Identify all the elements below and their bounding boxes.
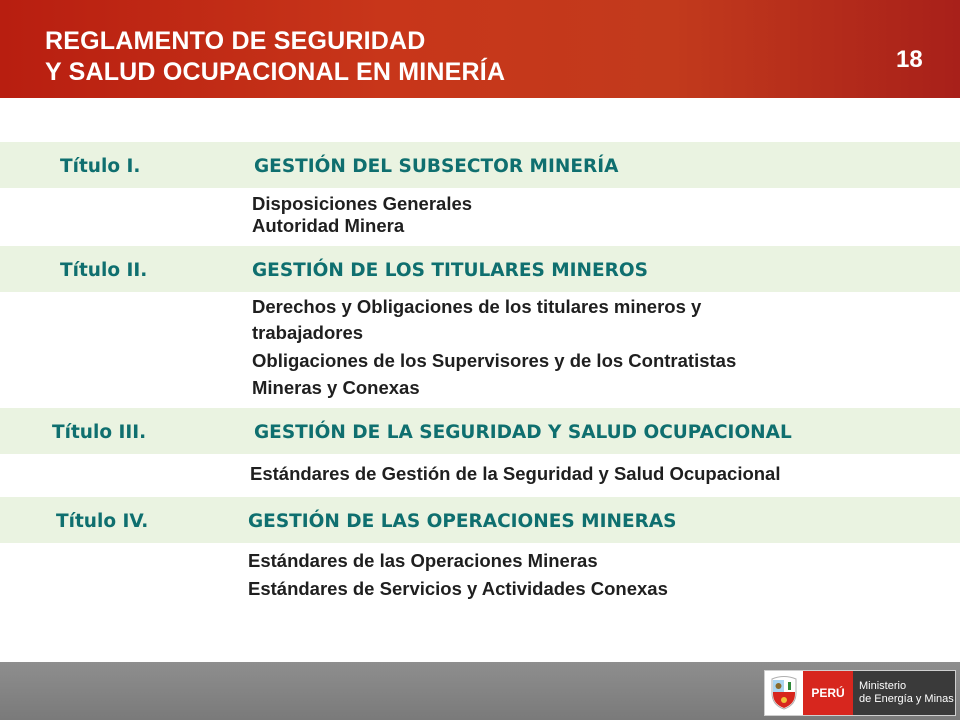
title-line-2: Y SALUD OCUPACIONAL EN MINERÍA	[45, 58, 506, 86]
page-title	[45, 26, 505, 88]
title-line-1: REGLAMENTO DE SEGURIDAD	[45, 27, 426, 55]
logo-peru-label: PERÚ	[803, 671, 853, 715]
page-number: 18	[896, 46, 923, 73]
section-2-item-2: trabajadores	[252, 322, 364, 343]
section-heading-4: GESTIÓN DE LAS OPERACIONES MINERAS	[248, 511, 677, 532]
section-label-4: Título IV.	[56, 511, 149, 532]
section-4-item-1: Estándares de las Operaciones Mineras	[248, 550, 598, 571]
section-heading-1: GESTIÓN DEL SUBSECTOR MINERÍA	[254, 156, 619, 177]
section-heading-3: GESTIÓN DE LA SEGURIDAD Y SALUD OCUPACIONAL	[254, 422, 792, 443]
section-2-item-3: Obligaciones de los Supervisores y de los Contratistas	[252, 350, 737, 371]
section-2-item-4: Mineras y Conexas	[252, 377, 420, 398]
section-3-item-1: Estándares de Gestión de la Seguridad y Salud Ocupacional	[250, 463, 781, 484]
logo-ministry-text	[853, 671, 955, 715]
section-label-3: Título III.	[52, 422, 147, 443]
section-2-item-1: Derechos y Obligaciones de los titulares mineros y	[252, 296, 702, 317]
logo-line-1: Ministerio	[859, 680, 907, 692]
section-label-2: Título II.	[60, 260, 148, 281]
ministry-logo	[764, 670, 956, 716]
section-label-1: Título I.	[60, 156, 141, 177]
coat-of-arms-icon	[765, 671, 803, 715]
logo-line-2: de Energía y Minas	[859, 693, 954, 705]
section-4-item-2: Estándares de Servicios y Actividades Conexas	[248, 578, 668, 599]
section-1-item-1: Disposiciones Generales	[252, 193, 473, 214]
section-1-item-2: Autoridad Minera	[252, 215, 405, 236]
section-heading-2: GESTIÓN DE LOS TITULARES MINEROS	[252, 260, 648, 281]
header-banner	[0, 0, 960, 98]
